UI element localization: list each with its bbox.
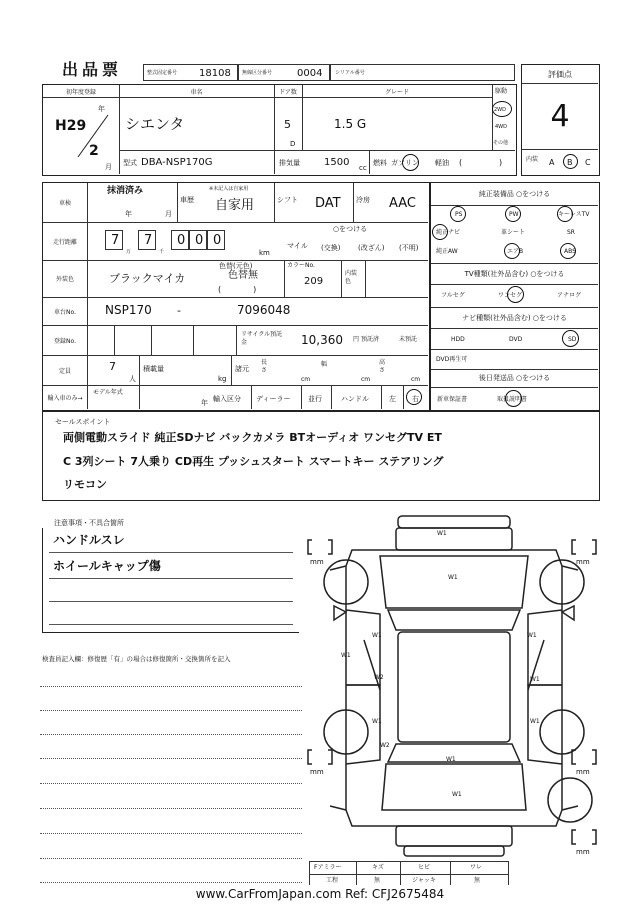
- grade-value: 4: [550, 98, 570, 134]
- mileage-digit: 0: [177, 233, 186, 248]
- navi-sd-circle: [562, 330, 579, 347]
- mileage-digit: 7: [144, 233, 153, 248]
- damage-mark: W1: [530, 718, 540, 725]
- first-reg-label: 初年度登録: [43, 85, 119, 98]
- sales-line: リモコン: [63, 478, 107, 491]
- manual-circle: [505, 390, 522, 407]
- equip-abs-circle: [560, 243, 576, 259]
- exterior-color: ブラックマイカ: [109, 272, 186, 285]
- damage-mark: W2: [374, 674, 384, 681]
- interior-grade-label: 内装: [526, 156, 539, 163]
- damage-mark: W1: [446, 756, 456, 763]
- form-title: 出品票: [62, 60, 123, 79]
- legend-table: Fアミラー キズ ヒビ ワレ 工程 無 ジャッキ 無: [309, 861, 509, 887]
- air-conditioning: AAC: [389, 196, 416, 211]
- drive-circle: [492, 101, 512, 117]
- vehicle-block: 初年度登録 年 H29 2 月 車名 シエンタ ドア数 5 D グレード 1.5 G 駆動 2WD 4WD その他 型式 DBA-NSP170G 排気量 1500 cc 燃料 ガソリン 軽油 ( ): [42, 84, 517, 176]
- sales-line: C 3列シート 7人乗り CD再生 プッシュスタート スマートキー ステアリング: [63, 455, 444, 468]
- equip-ps-circle: [450, 206, 466, 222]
- equip-navi-circle: [432, 224, 448, 240]
- radio-number-cell: 無線区分番号 0004: [238, 64, 330, 81]
- damage-mark: W1: [530, 676, 540, 683]
- notes-label: 注意事項・不具合箇所: [54, 519, 124, 527]
- fuel-type: ガソリン: [391, 159, 419, 167]
- recycle-fee: 10,360: [301, 333, 343, 347]
- damage-mark: W1: [341, 652, 351, 659]
- handle-circle: [406, 389, 422, 405]
- damage-mark: W1: [372, 632, 382, 639]
- radio-number-value: 0004: [297, 68, 323, 79]
- color-change: 色替無: [228, 270, 258, 281]
- mileage-digit: 7: [111, 233, 120, 248]
- note-line: ハンドルスレ: [53, 533, 125, 547]
- detail-table: 車検 抹消済み 年 月 車歴 ※未記入は自家用 自家用 シフト DAT 冷房 AAC 走行距離 7 万 7 千 0 0 0 km マイル ○をつける (交換) (改ざん) (不明) 外装色 ブラックマイカ 色替(元色) 色替無 ( ) カラーNo. 209 内装色 車台No. NSP170 - 7096048 登録No. リサイクル預託金 10,360 円 預託済 未預託 定員 7 人 積載量 kg 諸元 長さ cm 幅 cm 高さ cm 輸入車のみ→ モデル年式 年 輸入区分 ディーラー 並行 ハンドル 左 右: [42, 182, 430, 411]
- mileage-digit: 0: [195, 233, 204, 248]
- model-code: DBA-NSP170G: [141, 157, 213, 168]
- handle-right: 右: [412, 395, 419, 403]
- equip-pw-circle: [505, 206, 521, 222]
- damage-mark: W1: [452, 791, 462, 798]
- first-reg-year: H29: [55, 118, 87, 134]
- fuel-circle: [402, 154, 419, 171]
- transmission: DAT: [315, 196, 341, 211]
- notes-box: [42, 528, 299, 633]
- drive-2wd: 2WD: [494, 107, 506, 113]
- interior-grade-circle: [563, 154, 578, 169]
- seating-capacity: 7: [109, 360, 116, 373]
- fixed-number-cell: 整式固定番号 18108: [143, 64, 238, 81]
- color-code: 209: [304, 276, 324, 287]
- inspection-status: 抹消済み: [107, 186, 144, 196]
- chassis-prefix: NSP170: [105, 303, 152, 317]
- usage-history: 自家用: [215, 198, 255, 213]
- damage-mark: W2: [380, 742, 390, 749]
- interior-grade-selected: B: [567, 158, 573, 167]
- door-count: 5: [284, 118, 291, 131]
- grade-box: 評価点 4 内装 A B C: [521, 64, 600, 176]
- note-line: ホイールキャップ傷: [53, 559, 161, 573]
- first-reg-month: 2: [89, 143, 99, 159]
- equip-airbag-circle: [504, 243, 520, 259]
- tv-oneseg-circle: [507, 286, 524, 303]
- sales-line: 両側電動スライド 純正SDナビ バックカメラ BTオーディオ ワンセグTV ET: [63, 431, 442, 444]
- damage-mark: W1: [527, 632, 537, 639]
- sales-points: セールスポイント 両側電動スライド 純正SDナビ バックカメラ BTオーディオ ワンセグTV ET C 3列シート 7人乗り CD再生 プッシュスタート スマートキー ステアリング リモコン: [42, 411, 600, 501]
- grade-label: 評価点: [522, 65, 598, 84]
- damage-mark: W1: [372, 718, 382, 725]
- serial-number-cell: シリアル番号: [330, 64, 515, 81]
- equipment-table: 純正装備品 ○をつける PS PW キーレスTV 純正ナビ 革シート SR 純正AW エアB ABS TV種類(社外品含む) ○をつける フルセグ ワンセグ アナログ ナビ種類(社外品含む) ○をつける HDD DVD SD DVD再生可 後日発送品 ○をつける 新車保証書 取扱説明書: [430, 182, 600, 411]
- fixed-number-value: 18108: [199, 68, 231, 79]
- footer-reference: www.CarFromJapan.com Ref: CFJ2675484: [195, 887, 445, 901]
- car-diagram: [300, 510, 610, 862]
- vehicle-grade: 1.5 G: [334, 117, 367, 131]
- equip-keyless-circle: [557, 206, 573, 222]
- damage-mark: W1: [448, 574, 458, 581]
- inspector-note: 検査員記入欄：修復歴「有」の場合は修復箇所・交換箇所を記入: [42, 655, 231, 663]
- displacement: 1500: [324, 157, 350, 168]
- vehicle-name: シエンタ: [125, 115, 185, 133]
- chassis-number: 7096048: [237, 303, 291, 317]
- mileage-digit: 0: [213, 233, 222, 248]
- damage-mark: W1: [437, 530, 447, 537]
